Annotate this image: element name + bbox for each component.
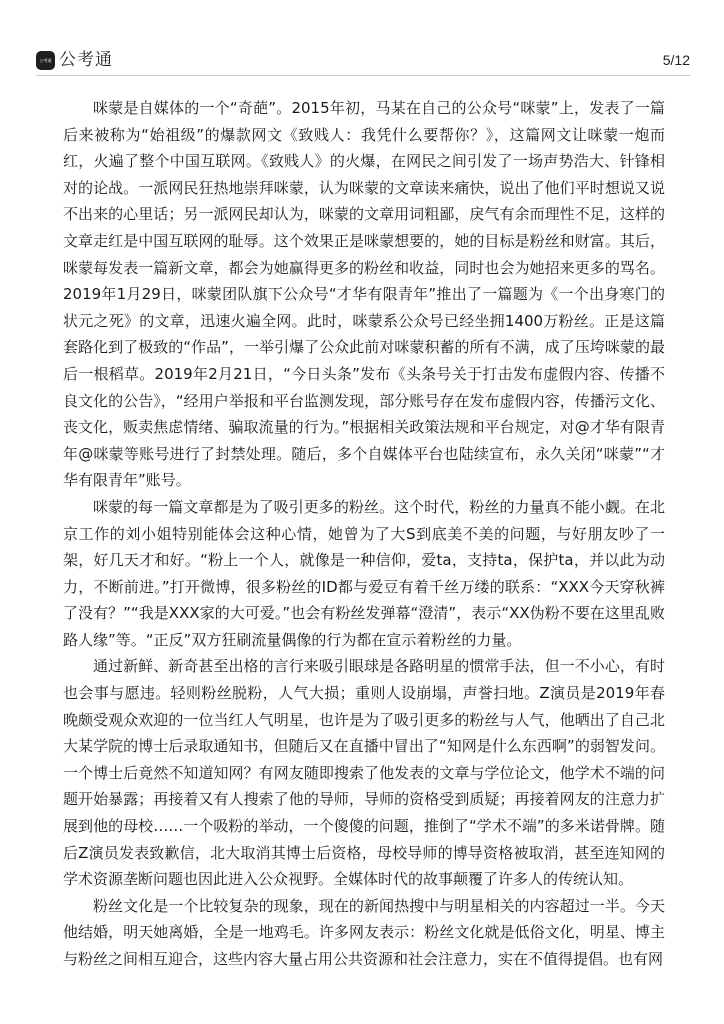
document-body <box>63 95 665 973</box>
logo-mark-icon: 公考通 <box>36 51 55 70</box>
paragraph-1: 咪蒙是自媒体的一个“奇葩”。2015年初，马某在自己的公众号“咪蒙”上，发表了一篇后来被称为“始祖级”的爆款网文《致贱人：我凭什么要帮你？》，这篇网文让咪蒙一炮而红，火遍了整个中国互联网。《致贱人》的火爆，在网民之间引发了一场声势浩大、针锋相对的论战。一派网民狂热地崇拜咪蒙，认为咪蒙的文章读来痛快，说出了他们平时想说又说不出来的心里话；另一派网民却认为，咪蒙的文章用词粗鄙，戾气有余而理性不足，这样的文章走红是中国互联网的耻辱。这个效果正是咪蒙想要的，她的目标是粉丝和财富。其后，咪蒙每发表一篇新文章，都会为她赢得更多的粉丝和收益，同时也会为她招来更多的骂名。2019年1月29日，咪蒙团队旗下公众号“才华有限青年”推出了一篇题为《一个出身寒门的状元之死》的文章，迅速火遍全网。此时，咪蒙系公众号已经坐拥1400万粉丝。正是这篇套路化到了极致的“作品”，一举引爆了公众此前对咪蒙积蓄的所有不满，成了压垮咪蒙的最后一根稻草。2019年2月21日，“今日头条”发布《头条号关于打击发布虚假内容、传播不良文化的公告》，“经用户举报和平台监测发现，部分账号存在发布虚假内容，传播污文化、丧文化，贩卖焦虑情绪、骗取流量的行为。”根据相关政策法规和平台规定，对@才华有限青年@咪蒙等账号进行了封禁处理。随后，多个自媒体平台也陆续宣布，永久关闭“咪蒙”“才华有限青年”账号。 <box>63 99 665 490</box>
page-number: 5/12 <box>662 52 690 68</box>
paragraph-3: 通过新鲜、新奇甚至出格的言行来吸引眼球是各路明星的惯常手法，但一不小心，有时也会事与愿违。轻则粉丝脱粉，人气大损；重则人设崩塌，声誉扫地。Z演员是2019年春晚颇受观众欢迎的一位当红人气明星，也许是为了吸引更多的粉丝与人气，他晒出了自己北大某学院的博士后录取通知书，但随后又在直播中冒出了“知网是什么东西啊”的弱智发问。一个博士后竟然不知道知网？有网友随即搜索了他发表的文章与学位论文，他学术不端的问题开始暴露；再接着又有人搜索了他的导师，导师的资格受到质疑；再接着网友的注意力扩展到他的母校……一个吸粉的举动，一个傻傻的问题，推倒了“学术不端”的多米诺骨牌。随后Z演员发表致歉信，北大取消其博士后资格，母校导师的博导资格被取消，甚至连知网的学术资源垄断问题也因此进入公众视野。全媒体时代的故事颠覆了许多人的传统认知。 <box>63 657 665 889</box>
paragraph-4: 粉丝文化是一个比较复杂的现象，现在的新闻热搜中与明星相关的内容超过一半。今天他结婚，明天她离婚，全是一地鸡毛。许多网友表示：粉丝文化就是低俗文化，明星、博主与粉丝之间相互迎合，这些内容大量占用公共资源和社会注意力，实在不值得提倡。也有网 <box>63 896 665 968</box>
brand-logo <box>36 49 113 71</box>
paragraph-2: 咪蒙的每一篇文章都是为了吸引更多的粉丝。这个时代，粉丝的力量真不能小觑。在北京工作的刘小姐特别能体会这种心情，她曾为了大S到底美不美的问题，与好朋友吵了一架，好几天才和好。“粉上一个人，就像是一种信仰，爱ta，支持ta，保护ta，并以此为动力，不断前进。”打开微博，很多粉丝的ID都与爱豆有着千丝万缕的联系：“XXX今天穿秋裤了没有？”“我是XXX家的大可爱。”也会有粉丝发弹幕“澄清”，表示“XX伪粉不要在这里乱败路人缘”等。“正反”双方狂刷流量偶像的行为都在宣示着粉丝的力量。 <box>63 497 665 649</box>
logo-text: 公考通 <box>59 50 113 70</box>
page-header <box>36 45 690 76</box>
